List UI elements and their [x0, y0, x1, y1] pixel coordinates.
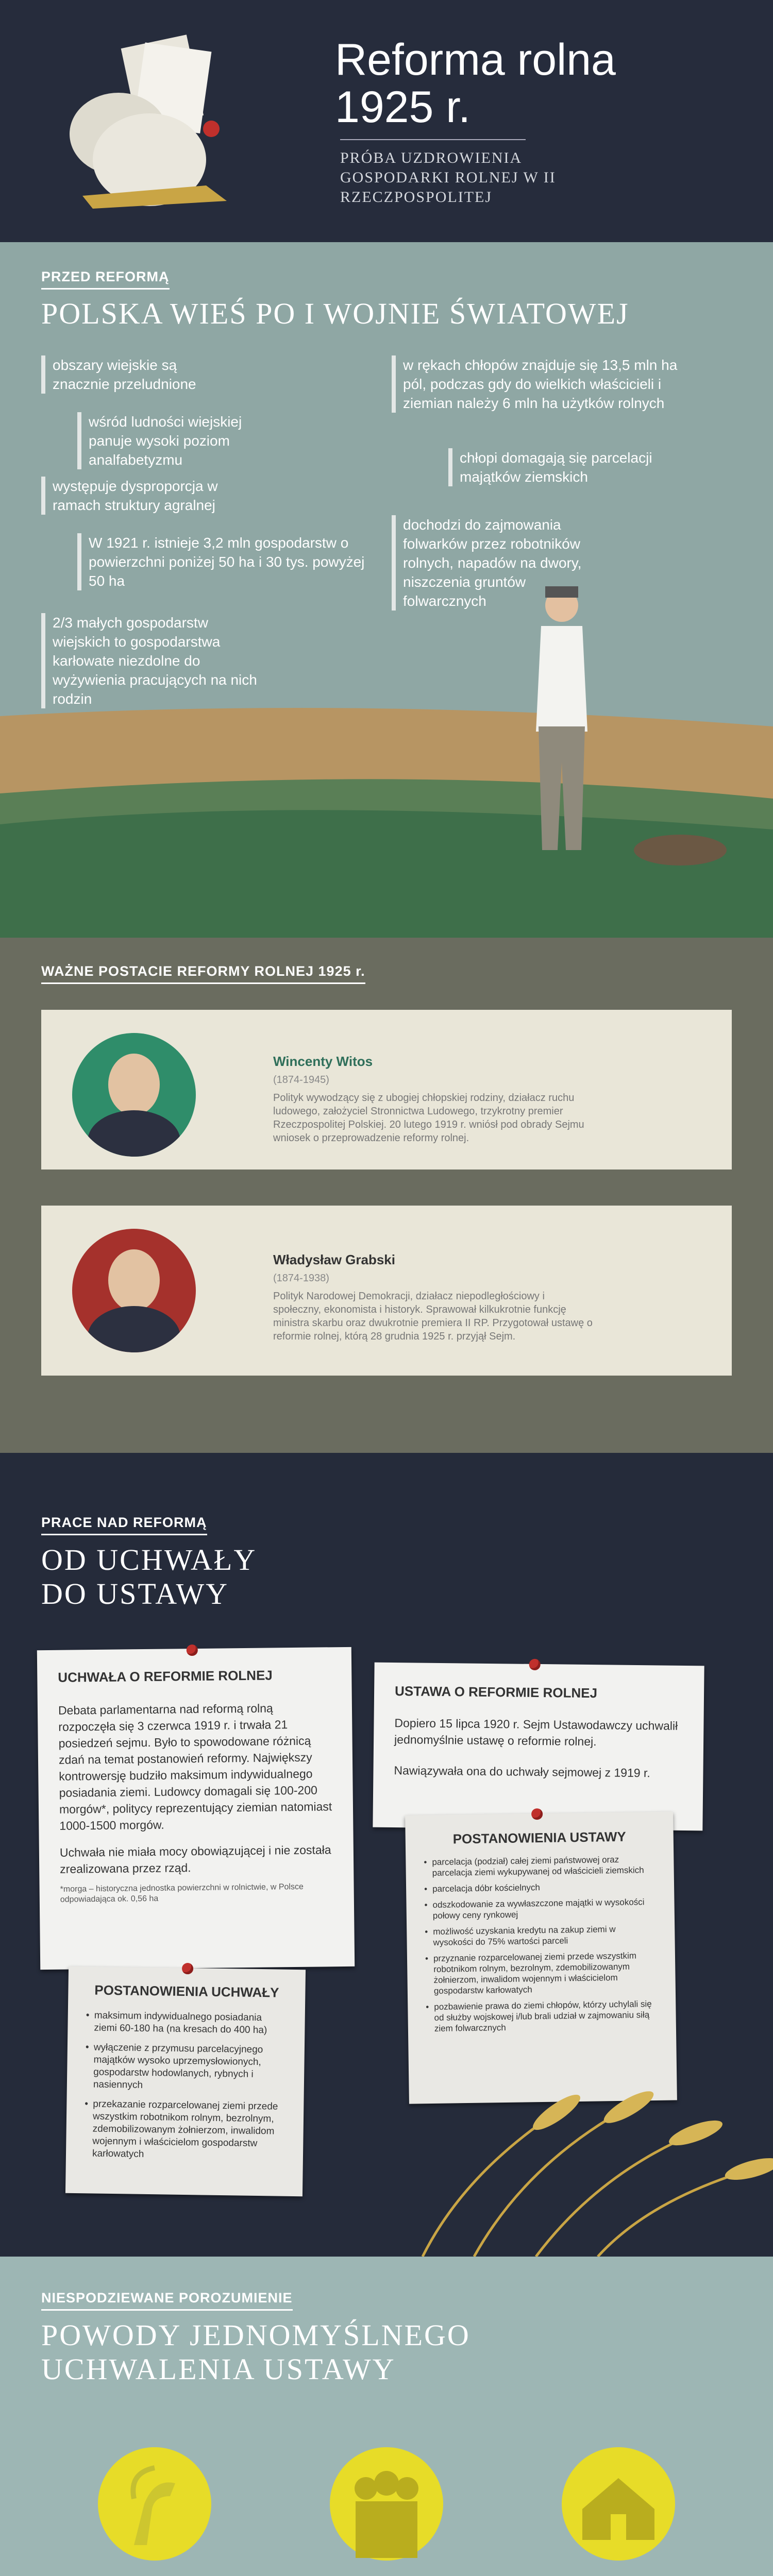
reasons-kicker: NIESPODZIEWANE POROZUMIENIE [41, 2290, 293, 2311]
footnote: *morga – historyczna jednostka powierzchni w rolnictwie, w Polsce odpowiadająca ok. 0,56 ha [60, 1882, 304, 1904]
before-reform-section [0, 242, 773, 938]
work-section [0, 1453, 773, 2257]
person-card-grabski [41, 1206, 732, 1376]
reason-2 [299, 2447, 474, 2576]
resolution-p1: Debata parlamentarna nad reformą rolną rozpoczęła się 3 czerwca 1919 r. i trwała 21 posiedzeń sejmu. Było to spowodowane różnicą zdań na temat postanowień reformy. Największy kontrowersję budziło maksimum indywidualnego posiadania ziemi. Ludowcy domagali się 100-200 morgów*, politycy reprezentujący ziemian natomiast 1000-1500 morgów. [58, 1701, 332, 1833]
reason-3 [531, 2447, 706, 2576]
peasant-figure [520, 577, 603, 866]
work-kicker: PRACE NAD REFORMĄ [41, 1515, 207, 1535]
title-divider [340, 139, 526, 140]
reasons-section [0, 2257, 773, 2576]
resolution-note [37, 1647, 355, 1970]
list-item: • przyznanie rozparcelowanej ziemi przede wszystkim robotnikom rolnym, bezrolnym, zdemobilizowanym żołnierzom, inwalidom wojennym i właścicielom gospodarstw karłowatych [425, 1950, 658, 1996]
reasons-title: POWODY JEDNOMYŚLNEGO UCHWALENIA USTAWY [41, 2318, 470, 2386]
work-title: OD UCHWAŁY DO USTAWY [41, 1543, 257, 1611]
person-name: Wincenty Witos [273, 1054, 373, 1069]
fact-5: 2/3 małych gospodarstw wiejskich to gospodarstwa karłowate niezdolne do wyżywienia pracujących na nich rodzin [41, 613, 268, 708]
act-p2: Nawiązywała ona do uchwały sejmowej z 1919 r. [394, 1764, 650, 1780]
fact-1: obszary wiejskie są znacznie przeludnione [41, 355, 237, 394]
list-item: • parcelacja dóbr kościelnych [424, 1880, 656, 1894]
figures-kicker: WAŻNE POSTACIE REFORMY ROLNEJ 1925 r. [41, 963, 365, 984]
wheat-illustration [361, 2045, 773, 2257]
res-provisions-list [84, 2009, 287, 2162]
act-heading: USTAWA O REFORMIE ROLNEJ [394, 1683, 598, 1701]
pin-icon [182, 1963, 193, 1974]
act-provisions-list [424, 1854, 658, 2034]
person-name: Władysław Grabski [273, 1252, 395, 1267]
res-provisions-heading: POSTANOWIENIA UCHWAŁY [94, 1982, 279, 2001]
header [0, 0, 773, 242]
act-p1: Dopiero 15 lipca 1920 r. Sejm Ustawodawczy uchwalił jednomyślnie ustawę o reformie rolnej. [394, 1716, 678, 1749]
fact-2: wśród ludności wiejskiej panuje wysoki poziom analfabetyzmu [77, 412, 263, 469]
person-bio: Polityk wywodzący się z ubogiej chłopskiej rodziny, działacz ruchu ludowego, założyciel Stronnictwa Ludowego, trzykrotny premier Rzeczpospolitej Polskiej. 20 lutego 1919 r. wniósł pod obrady Sejmu wniosek o przeprowadzenie reformy rolnej. [273, 1092, 584, 1144]
figures-section [0, 938, 773, 1453]
resolution-heading: UCHWAŁA O REFORMIE ROLNEJ [58, 1667, 273, 1685]
fact-3: występuje dysproporcja w ramach struktury agralnej [41, 477, 237, 515]
list-item: • możliwość uzyskania kredytu na zakup ziemi w wysokości do 75% wartości parceli [425, 1923, 657, 1948]
grain-sacks-illustration [62, 31, 258, 216]
act-note [373, 1663, 704, 1831]
pin-icon [529, 1659, 541, 1670]
list-item: • parcelacja (podział) całej ziemi państwowej oraz parcelacja ziemi wykupywanej od właścicieli ziemskich [424, 1854, 656, 1878]
before-kicker: PRZED REFORMĄ [41, 269, 170, 290]
sickle-arm-icon [98, 2447, 211, 2561]
fact-7: chłopi domagają się parcelacji majątków ziemskich [448, 448, 670, 486]
fact-6: w rękach chłopów znajduje się 13,5 mln ha pól, podczas gdy do wielkich właścicieli i ziemian należy 6 mln ha użytków rolnych [392, 355, 680, 413]
before-title: POLSKA WIEŚ PO I WOJNIE ŚWIATOWEJ [41, 297, 629, 330]
list-item: • wyłączenie z przymusu parcelacyjnego majątków wysoko uprzemysłowionych, gospodarstw hodowlanych, rybnych i nasiennych [85, 2041, 287, 2093]
person-dates: (1874-1945) [273, 1074, 329, 1086]
pin-icon [187, 1645, 198, 1656]
reason-1 [67, 2447, 242, 2576]
farm-house-icon [562, 2447, 675, 2561]
fact-4: W 1921 r. istnieje 3,2 mln gospodarstw o powierzchni poniżej 50 ha i 30 tys. powyżej 50 ha [77, 533, 366, 590]
resolution-provisions-note [65, 1967, 306, 2196]
fact-8: dochodzi do zajmowania folwarków przez robotników rolnych, napadów na dwory, niszczenia gruntów folwarcznych [392, 515, 598, 611]
list-item: • maksimum indywidualnego posiadania ziemi 60-180 ha (na kresach do 400 ha) [86, 2009, 287, 2037]
field-landscape [0, 696, 773, 938]
portrait-grabski [72, 1229, 196, 1352]
portrait-witos [72, 1033, 196, 1157]
soldiers-icon [330, 2447, 443, 2561]
list-item: • pozbawienie prawa do ziemi chłopów, którzy uchylali się od służby wojskowej i/lub brali udział w zajmowaniu siłą ziem folwarcznych [426, 1998, 658, 2034]
list-item: • przekazanie rozparcelowanej ziemi przede wszystkim robotnikom rolnym, bezrolnym, zdemobilizowanym żołnierzom, inwalidom wojennym i właścicielom gospodarstw karłowatych [84, 2098, 286, 2162]
list-item: • odszkodowanie za wywłaszczone majątki w wysokości połowy ceny rynkowej [424, 1896, 657, 1921]
person-card-witos [41, 1010, 732, 1170]
person-dates: (1874-1938) [273, 1273, 329, 1284]
resolution-p2: Uchwała nie miała mocy obowiązującej i nie została zrealizowana przez rząd. [59, 1843, 331, 1876]
person-bio: Polityk Narodowej Demokracji, działacz niepodległościowy i społeczny, ekonomista i historyk. Sprawował kilkukrotnie funkcję ministra skarbu oraz dwukrotnie premiera II RP. Przygotował ustawę o reformie rolnej, którą 28 grudnia 1925 r. przyjął Sejm. [273, 1291, 593, 1342]
act-provisions-heading: POSTANOWIENIA USTAWY [452, 1828, 626, 1847]
subtitle: PRÓBA UZDROWIENIA GOSPODARKI ROLNEJ W II RZECZPOSPOLITEJ [340, 149, 556, 206]
main-title: Reforma rolna 1925 r. [335, 35, 616, 132]
pin-icon [531, 1808, 543, 1820]
